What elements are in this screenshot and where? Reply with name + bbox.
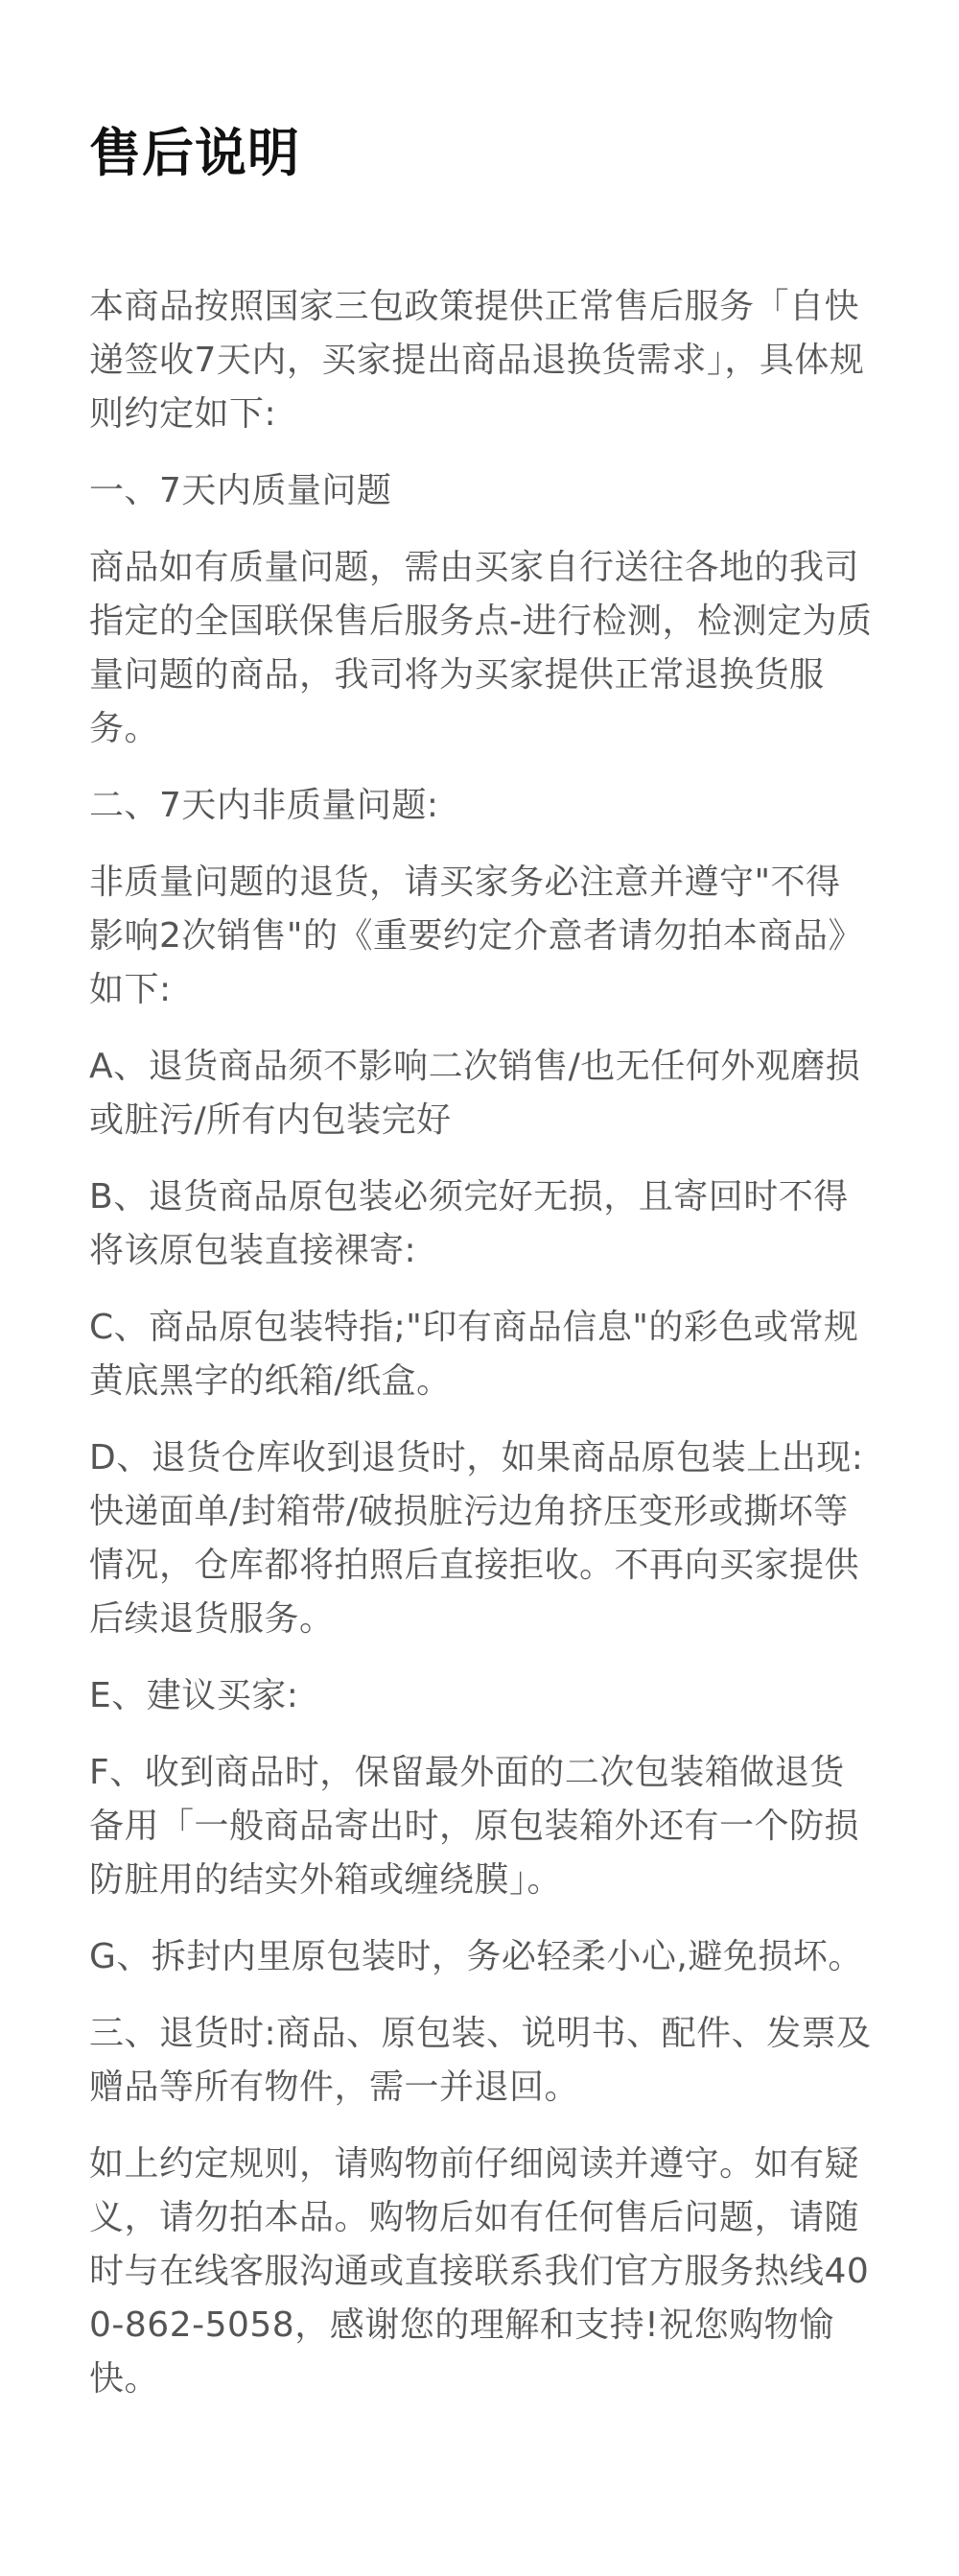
page-title: 售后说明	[89, 123, 300, 183]
policy-intro: 本商品按照国家三包政策提供正常售后服务「自快递签收7天内，买家提出商品退换货需求」，具体规则约定如下:	[89, 287, 865, 434]
rule-g: G、拆封内里原包装时，务必轻柔小心,避免损坏。	[89, 1937, 863, 1976]
rule-c: C、商品原包装特指;"印有商品信息"的彩色或常规黄底黑字的纸箱/纸盒。	[89, 1308, 859, 1401]
rule-b: B、退货商品原包装必须完好无损，且寄回时不得将该原包装直接裸寄:	[89, 1177, 849, 1270]
rule-d: D、退货仓库收到退货时，如果商品原包装上出现:快递面单/封箱带/破损脏污边角挤压变形或撕坏等情况，仓库都将拍照后直接拒收。不再向买家提供后续退货服务。	[89, 1438, 864, 1639]
rule-f: F、收到商品时，保留最外面的二次包装箱做退货备用「一般商品寄出时，原包装箱外还有一个防损防脏用的结实外箱或缠绕膜」。	[89, 1753, 860, 1900]
section-heading-non-quality: 二、7天内非质量问题:	[89, 786, 439, 825]
policy-content	[89, 280, 876, 2429]
closing-note: 如上约定规则，请购物前仔细阅读并遵守。如有疑义，请勿拍本品。购物后如有任何售后问题，请随时与在线客服沟通或直接联系我们官方服务热线400-862-5058，感谢您的理解和支持!祝您购物愉快。	[89, 2144, 870, 2399]
section-heading-quality: 一、7天内质量问题	[89, 471, 392, 510]
section-return-items: 三、退货时:商品、原包装、说明书、配件、发票及赠品等所有物件，需一并退回。	[89, 2014, 872, 2107]
rule-a: A、退货商品须不影响二次销售/也无任何外观磨损或脏污/所有内包装完好	[89, 1047, 861, 1140]
rule-e: E、建议买家:	[89, 1676, 299, 1715]
quality-issue-text: 商品如有质量问题，需由买家自行送往各地的我司指定的全国联保售后服务点-进行检测，检测定为质量问题的商品，我司将为买家提供正常退换货服务。	[89, 548, 873, 748]
non-quality-intro: 非质量问题的退货，请买家务必注意并遵守"不得影响2次销售"的《重要约定介意者请勿拍本商品》如下:	[89, 863, 863, 1009]
